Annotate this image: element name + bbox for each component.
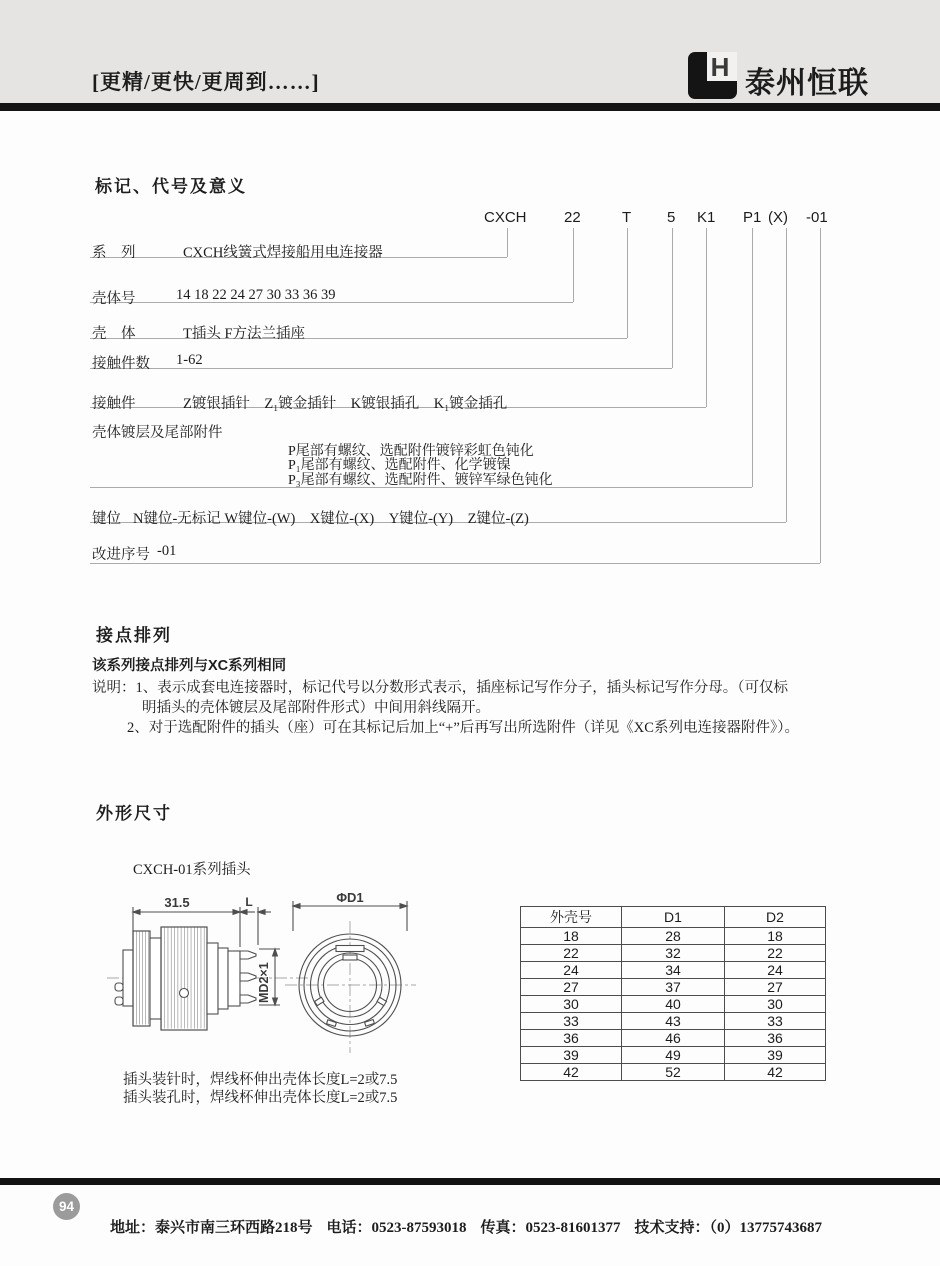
marking-row-key-value: N键位-无标记 W键位-(W) X键位-(X) Y键位-(Y) Z键位-(Z): [133, 511, 529, 527]
code-token-key: (X): [768, 209, 788, 226]
brand-name: 泰州恒联: [745, 67, 869, 100]
table-cell: 24: [521, 962, 622, 979]
connector-line: [820, 228, 821, 563]
svg-text:H: H: [710, 52, 730, 82]
svg-text:31.5: 31.5: [164, 895, 190, 910]
code-token-series: CXCH: [484, 209, 527, 226]
header-divider-bar: [0, 103, 940, 111]
dimensions-table-body: [521, 928, 826, 1081]
code-token-revision: -01: [806, 209, 828, 226]
shell-dimensions-table: [520, 906, 826, 1081]
marking-row-revision-label: 改进序号: [92, 547, 150, 563]
footer-phone: 电话：0523-87593018: [326, 1220, 467, 1236]
connector-line: [706, 228, 707, 407]
table-cell: 36: [725, 1030, 826, 1047]
table-cell: 42: [521, 1064, 622, 1081]
table-cell: 39: [521, 1047, 622, 1064]
table-row: [521, 979, 826, 996]
table-row: [521, 1030, 826, 1047]
footer-support: 技术支持：（0）13775743687: [634, 1220, 823, 1236]
table-cell: 52: [622, 1064, 725, 1081]
plating-option-p: P尾部有螺纹、选配附件镀锌彩虹色钝化: [288, 444, 534, 459]
plating-option-p1: P₁尾部有螺纹、选配附件、化学镀镍: [288, 458, 511, 473]
table-cell: 18: [725, 928, 826, 945]
company-logo: [688, 52, 888, 102]
table-cell: 46: [622, 1030, 725, 1047]
footer-divider-bar: [0, 1178, 940, 1185]
table-cell: 30: [725, 996, 826, 1013]
table-cell: 24: [725, 962, 826, 979]
table-cell: 18: [521, 928, 622, 945]
connector-line: [786, 228, 787, 522]
marking-row-series-value: CXCH线簧式焊接船用电连接器: [183, 245, 383, 261]
code-token-shell-type: T: [622, 209, 632, 226]
plug-front-view-drawing: [283, 893, 418, 1063]
drawing-note-pin: 插头装针时，焊线杯伸出壳体长度L=2或7.5: [123, 1072, 398, 1088]
dimensions-section-title: 外形尺寸: [96, 804, 172, 823]
table-cell: 28: [622, 928, 725, 945]
footer-contact-info: [95, 1199, 836, 1254]
table-cell: 39: [725, 1047, 826, 1064]
col-header-d1: D1: [622, 907, 725, 928]
marking-row-contactcount-value: 1-62: [176, 352, 203, 368]
marking-row-key-label: 键位: [92, 511, 121, 527]
dimensions-subtitle: CXCH-01系列插头: [133, 862, 251, 878]
table-cell: 40: [622, 996, 725, 1013]
table-cell: 27: [521, 979, 622, 996]
code-token-contact-count: 5: [667, 209, 676, 226]
svg-text:L: L: [245, 895, 253, 909]
marking-row-contact-value: Z镀银插针 Z₁镀金插针 K镀银插孔 K₁镀金插孔: [183, 396, 508, 412]
connector-line: [507, 228, 508, 257]
table-row: [521, 1013, 826, 1030]
contacts-note-line: 说明：1、表示成套电连接器时，标记代号以分数形式表示，插座标记写作分子，插头标记写作分母。（可仅标: [92, 680, 788, 696]
table-row: [521, 996, 826, 1013]
svg-text:MD2×1: MD2×1: [257, 962, 271, 1003]
table-cell: 27: [725, 979, 826, 996]
connector-line: [752, 228, 753, 487]
table-cell: 32: [622, 945, 725, 962]
table-cell: 34: [622, 962, 725, 979]
svg-text:ΦD1: ΦD1: [336, 893, 364, 905]
table-cell: 33: [521, 1013, 622, 1030]
marking-row-contactcount-label: 接触件数: [92, 356, 150, 372]
connector-line: [672, 228, 673, 368]
table-cell: 22: [521, 945, 622, 962]
footer-fax: 传真：0523-81601377: [480, 1220, 621, 1236]
drawing-note-socket: 插头装孔时，焊线杯伸出壳体长度L=2或7.5: [123, 1090, 398, 1106]
marking-row-revision-value: -01: [157, 543, 177, 559]
marking-row-contact-label: 接触件: [92, 396, 136, 412]
table-row: [521, 928, 826, 945]
table-cell: 42: [725, 1064, 826, 1081]
table-cell: 49: [622, 1047, 725, 1064]
row-underline: [90, 338, 627, 339]
table-row: [521, 1064, 826, 1081]
table-row: [521, 1047, 826, 1064]
contacts-note-line: 明插头的壳体镀层及尾部附件形式）中间用斜线隔开。: [142, 700, 490, 716]
code-token-plating: P1: [743, 209, 762, 226]
marking-row-shell-label: 壳 体: [92, 326, 136, 342]
page-number-badge: 94: [53, 1193, 80, 1220]
connector-line: [573, 228, 574, 302]
connector-line: [627, 228, 628, 338]
table-cell: 36: [521, 1030, 622, 1047]
table-cell: 33: [725, 1013, 826, 1030]
contacts-section-title: 接点排列: [96, 626, 172, 645]
col-header-d2: D2: [725, 907, 826, 928]
lh-logo-icon: [688, 52, 737, 99]
table-row: [521, 945, 826, 962]
footer-address: 地址：泰兴市南三环西路218号: [110, 1220, 313, 1236]
code-token-contact-type: K1: [697, 209, 716, 226]
marking-row-shell-value: T插头 F方法兰插座: [183, 326, 306, 342]
col-header-shell: 外壳号: [521, 907, 622, 928]
row-underline: [90, 563, 820, 564]
header-slogan: [更精/更快/更周到……]: [92, 70, 320, 94]
contacts-bold-note: 该系列接点排列与XC系列相同: [92, 658, 287, 674]
table-cell: 30: [521, 996, 622, 1013]
table-cell: 37: [622, 979, 725, 996]
plating-option-p3: P₃尾部有螺纹、选配附件、镀锌军绿色钝化: [288, 473, 553, 488]
table-row: [521, 962, 826, 979]
marking-row-shellno-value: 14 18 22 24 27 30 33 36 39: [176, 287, 336, 303]
table-cell: 43: [622, 1013, 725, 1030]
table-header-row: [521, 907, 826, 928]
contacts-note-line: 2、对于选配附件的插头（座）可在其标记后加上“+”后再写出所选附件（详见《XC系列电连接器附件》）。: [127, 720, 799, 736]
marking-section-title: 标记、代号及意义: [95, 177, 247, 196]
table-cell: 22: [725, 945, 826, 962]
marking-row-shellno-label: 壳体号: [92, 291, 136, 307]
marking-row-plating-label: 壳体镀层及尾部附件: [92, 425, 223, 441]
marking-row-series-label: 系 列: [92, 245, 136, 261]
code-token-shell-no: 22: [564, 209, 581, 226]
